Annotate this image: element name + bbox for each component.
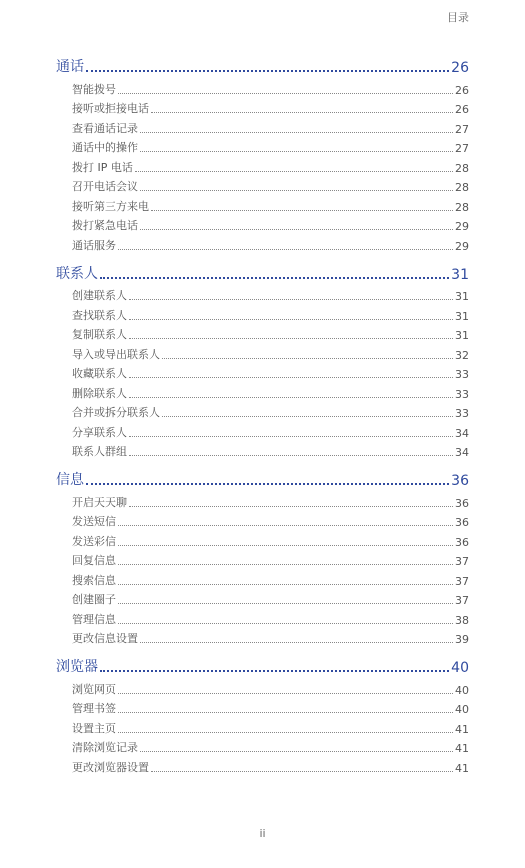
page-number: ii xyxy=(259,827,266,840)
dot-leader xyxy=(140,750,453,752)
entry-page-number: 31 xyxy=(455,309,469,323)
entry-page-number: 27 xyxy=(455,122,469,136)
toc-entry[interactable] xyxy=(56,155,469,175)
entry-page-number: 41 xyxy=(455,722,469,736)
entry-label: 拨打紧急电话 xyxy=(72,219,138,232)
entry-page-number: 40 xyxy=(455,703,469,716)
entry-page-number: 36 xyxy=(455,535,469,549)
entry-label: 通话中的操作 xyxy=(72,141,138,154)
entry-page-number: 27 xyxy=(455,142,469,155)
toc-entry[interactable] xyxy=(56,716,469,736)
entry-label: 创建圈子 xyxy=(72,593,116,606)
toc-section xyxy=(56,54,469,253)
toc-entry[interactable] xyxy=(56,627,469,647)
entry-page-number: 37 xyxy=(455,574,469,588)
entry-label: 创建联系人 xyxy=(72,289,127,302)
dot-leader xyxy=(135,170,453,172)
entry-page-number: 41 xyxy=(455,761,469,775)
entry-label: 接听第三方来电 xyxy=(72,199,149,213)
dot-leader xyxy=(151,111,453,113)
entry-page-number: 28 xyxy=(455,161,469,175)
dot-leader xyxy=(118,731,453,733)
toc-entry[interactable] xyxy=(56,697,469,717)
entry-label: 发送短信 xyxy=(72,515,116,528)
entry-label: 删除联系人 xyxy=(72,386,127,400)
entry-page-number: 26 xyxy=(455,83,469,97)
entry-page-number: 38 xyxy=(455,613,469,627)
toc-entry[interactable] xyxy=(56,607,469,627)
dot-leader xyxy=(129,396,453,398)
toc-entry[interactable] xyxy=(56,323,469,343)
toc-entry[interactable] xyxy=(56,549,469,569)
entry-label: 接听或拒接电话 xyxy=(72,102,149,115)
entry-page-number: 29 xyxy=(455,220,469,233)
entry-label: 合并或拆分联系人 xyxy=(72,406,160,419)
entry-label: 查看通话记录 xyxy=(72,121,138,135)
dot-leader xyxy=(86,482,449,485)
dot-leader xyxy=(140,189,453,191)
section-title-label: 信息 xyxy=(56,472,84,488)
dot-leader xyxy=(151,770,453,772)
entry-label: 更改信息设置 xyxy=(72,632,138,645)
toc-entry[interactable] xyxy=(56,529,469,549)
dot-leader xyxy=(129,505,453,507)
toc-entry[interactable] xyxy=(56,490,469,510)
toc-section-title[interactable] xyxy=(56,654,469,676)
toc-entry[interactable] xyxy=(56,77,469,97)
entry-label: 发送彩信 xyxy=(72,534,116,548)
toc-section-title[interactable] xyxy=(56,54,469,76)
entry-page-number: 33 xyxy=(455,407,469,420)
toc-entry[interactable] xyxy=(56,214,469,234)
entry-label: 管理信息 xyxy=(72,612,116,626)
dot-leader xyxy=(140,228,453,230)
section-page-number: 31 xyxy=(451,266,469,283)
toc-entry[interactable] xyxy=(56,303,469,323)
entry-page-number: 39 xyxy=(455,633,469,646)
dot-leader xyxy=(151,209,453,211)
dot-leader xyxy=(162,357,453,359)
entry-page-number: 37 xyxy=(455,594,469,607)
entry-label: 收藏联系人 xyxy=(72,367,127,380)
toc-entry[interactable] xyxy=(56,342,469,362)
dot-leader xyxy=(129,376,453,378)
entry-label: 更改浏览器设置 xyxy=(72,760,149,774)
entry-label: 管理书签 xyxy=(72,702,116,715)
toc-entry[interactable] xyxy=(56,420,469,440)
toc-entry[interactable] xyxy=(56,194,469,214)
dot-leader xyxy=(140,131,453,133)
toc-section-title[interactable] xyxy=(56,261,469,283)
toc-entry[interactable] xyxy=(56,116,469,136)
toc-entry[interactable] xyxy=(56,381,469,401)
entry-page-number: 41 xyxy=(455,742,469,755)
toc-entry[interactable] xyxy=(56,233,469,253)
toc-entry[interactable] xyxy=(56,510,469,530)
toc-entry[interactable] xyxy=(56,440,469,460)
dot-leader xyxy=(100,276,449,279)
toc-entry[interactable] xyxy=(56,568,469,588)
toc-entry[interactable] xyxy=(56,755,469,775)
toc-entry[interactable] xyxy=(56,401,469,421)
toc-entry[interactable] xyxy=(56,677,469,697)
entry-label: 复制联系人 xyxy=(72,328,127,341)
dot-leader xyxy=(140,641,453,643)
dot-leader xyxy=(86,69,449,72)
entry-page-number: 28 xyxy=(455,200,469,214)
toc-entry[interactable] xyxy=(56,588,469,608)
entry-label: 分享联系人 xyxy=(72,425,127,439)
section-page-number: 36 xyxy=(451,473,469,489)
section-page-number: 26 xyxy=(451,60,469,76)
entry-page-number: 37 xyxy=(455,555,469,568)
section-title-label: 浏览器 xyxy=(56,659,98,675)
dot-leader xyxy=(129,454,453,456)
dot-leader xyxy=(129,435,453,437)
entry-page-number: 31 xyxy=(455,329,469,342)
toc-entry[interactable] xyxy=(56,736,469,756)
entry-page-number: 33 xyxy=(455,368,469,381)
dot-leader xyxy=(118,544,453,546)
toc-entry[interactable] xyxy=(56,97,469,117)
entry-label: 查找联系人 xyxy=(72,308,127,322)
section-page-number: 40 xyxy=(451,660,469,676)
dot-leader xyxy=(118,563,453,565)
section-title-label: 联系人 xyxy=(56,265,98,282)
entry-page-number: 36 xyxy=(455,516,469,529)
entry-label: 召开电话会议 xyxy=(72,180,138,193)
entry-page-number: 32 xyxy=(455,348,469,362)
dot-leader xyxy=(129,337,453,339)
dot-leader xyxy=(140,150,453,152)
dot-leader xyxy=(118,92,453,94)
entry-page-number: 34 xyxy=(455,446,469,459)
entry-page-number: 29 xyxy=(455,239,469,253)
dot-leader xyxy=(129,318,453,320)
dot-leader xyxy=(118,583,453,585)
dot-leader xyxy=(118,711,453,713)
dot-leader xyxy=(118,524,453,526)
entry-page-number: 40 xyxy=(455,683,469,697)
toc-entry[interactable] xyxy=(56,136,469,156)
dot-leader xyxy=(162,415,453,417)
entry-label: 联系人群组 xyxy=(72,445,127,458)
entry-label: 回复信息 xyxy=(72,554,116,567)
dot-leader xyxy=(118,692,453,694)
dot-leader xyxy=(118,602,453,604)
entry-label: 拨打 IP 电话 xyxy=(72,160,133,174)
entry-page-number: 34 xyxy=(455,426,469,440)
section-title-label: 通话 xyxy=(56,59,84,75)
entry-label: 设置主页 xyxy=(72,721,116,735)
toc-section-title[interactable] xyxy=(56,467,469,489)
entry-page-number: 33 xyxy=(455,387,469,401)
entry-label: 清除浏览记录 xyxy=(72,741,138,754)
entry-label: 通话服务 xyxy=(72,238,116,252)
dot-leader xyxy=(129,298,453,300)
entry-label: 导入或导出联系人 xyxy=(72,347,160,361)
toc-entry[interactable] xyxy=(56,175,469,195)
entry-page-number: 26 xyxy=(455,103,469,116)
entry-label: 智能拨号 xyxy=(72,82,116,96)
dot-leader xyxy=(118,248,453,250)
dot-leader xyxy=(118,622,453,624)
dot-leader xyxy=(100,669,449,672)
entry-label: 浏览网页 xyxy=(72,682,116,696)
page-header: 目录 xyxy=(447,11,469,24)
toc-entry[interactable] xyxy=(56,284,469,304)
entry-page-number: 31 xyxy=(455,290,469,303)
entry-page-number: 36 xyxy=(455,496,469,510)
table-of-contents xyxy=(56,54,469,783)
toc-section xyxy=(56,467,469,646)
entry-page-number: 28 xyxy=(455,181,469,194)
entry-label: 开启天天聊 xyxy=(72,495,127,509)
entry-label: 搜索信息 xyxy=(72,573,116,587)
toc-entry[interactable] xyxy=(56,362,469,382)
toc-section xyxy=(56,654,469,775)
toc-section xyxy=(56,261,469,460)
